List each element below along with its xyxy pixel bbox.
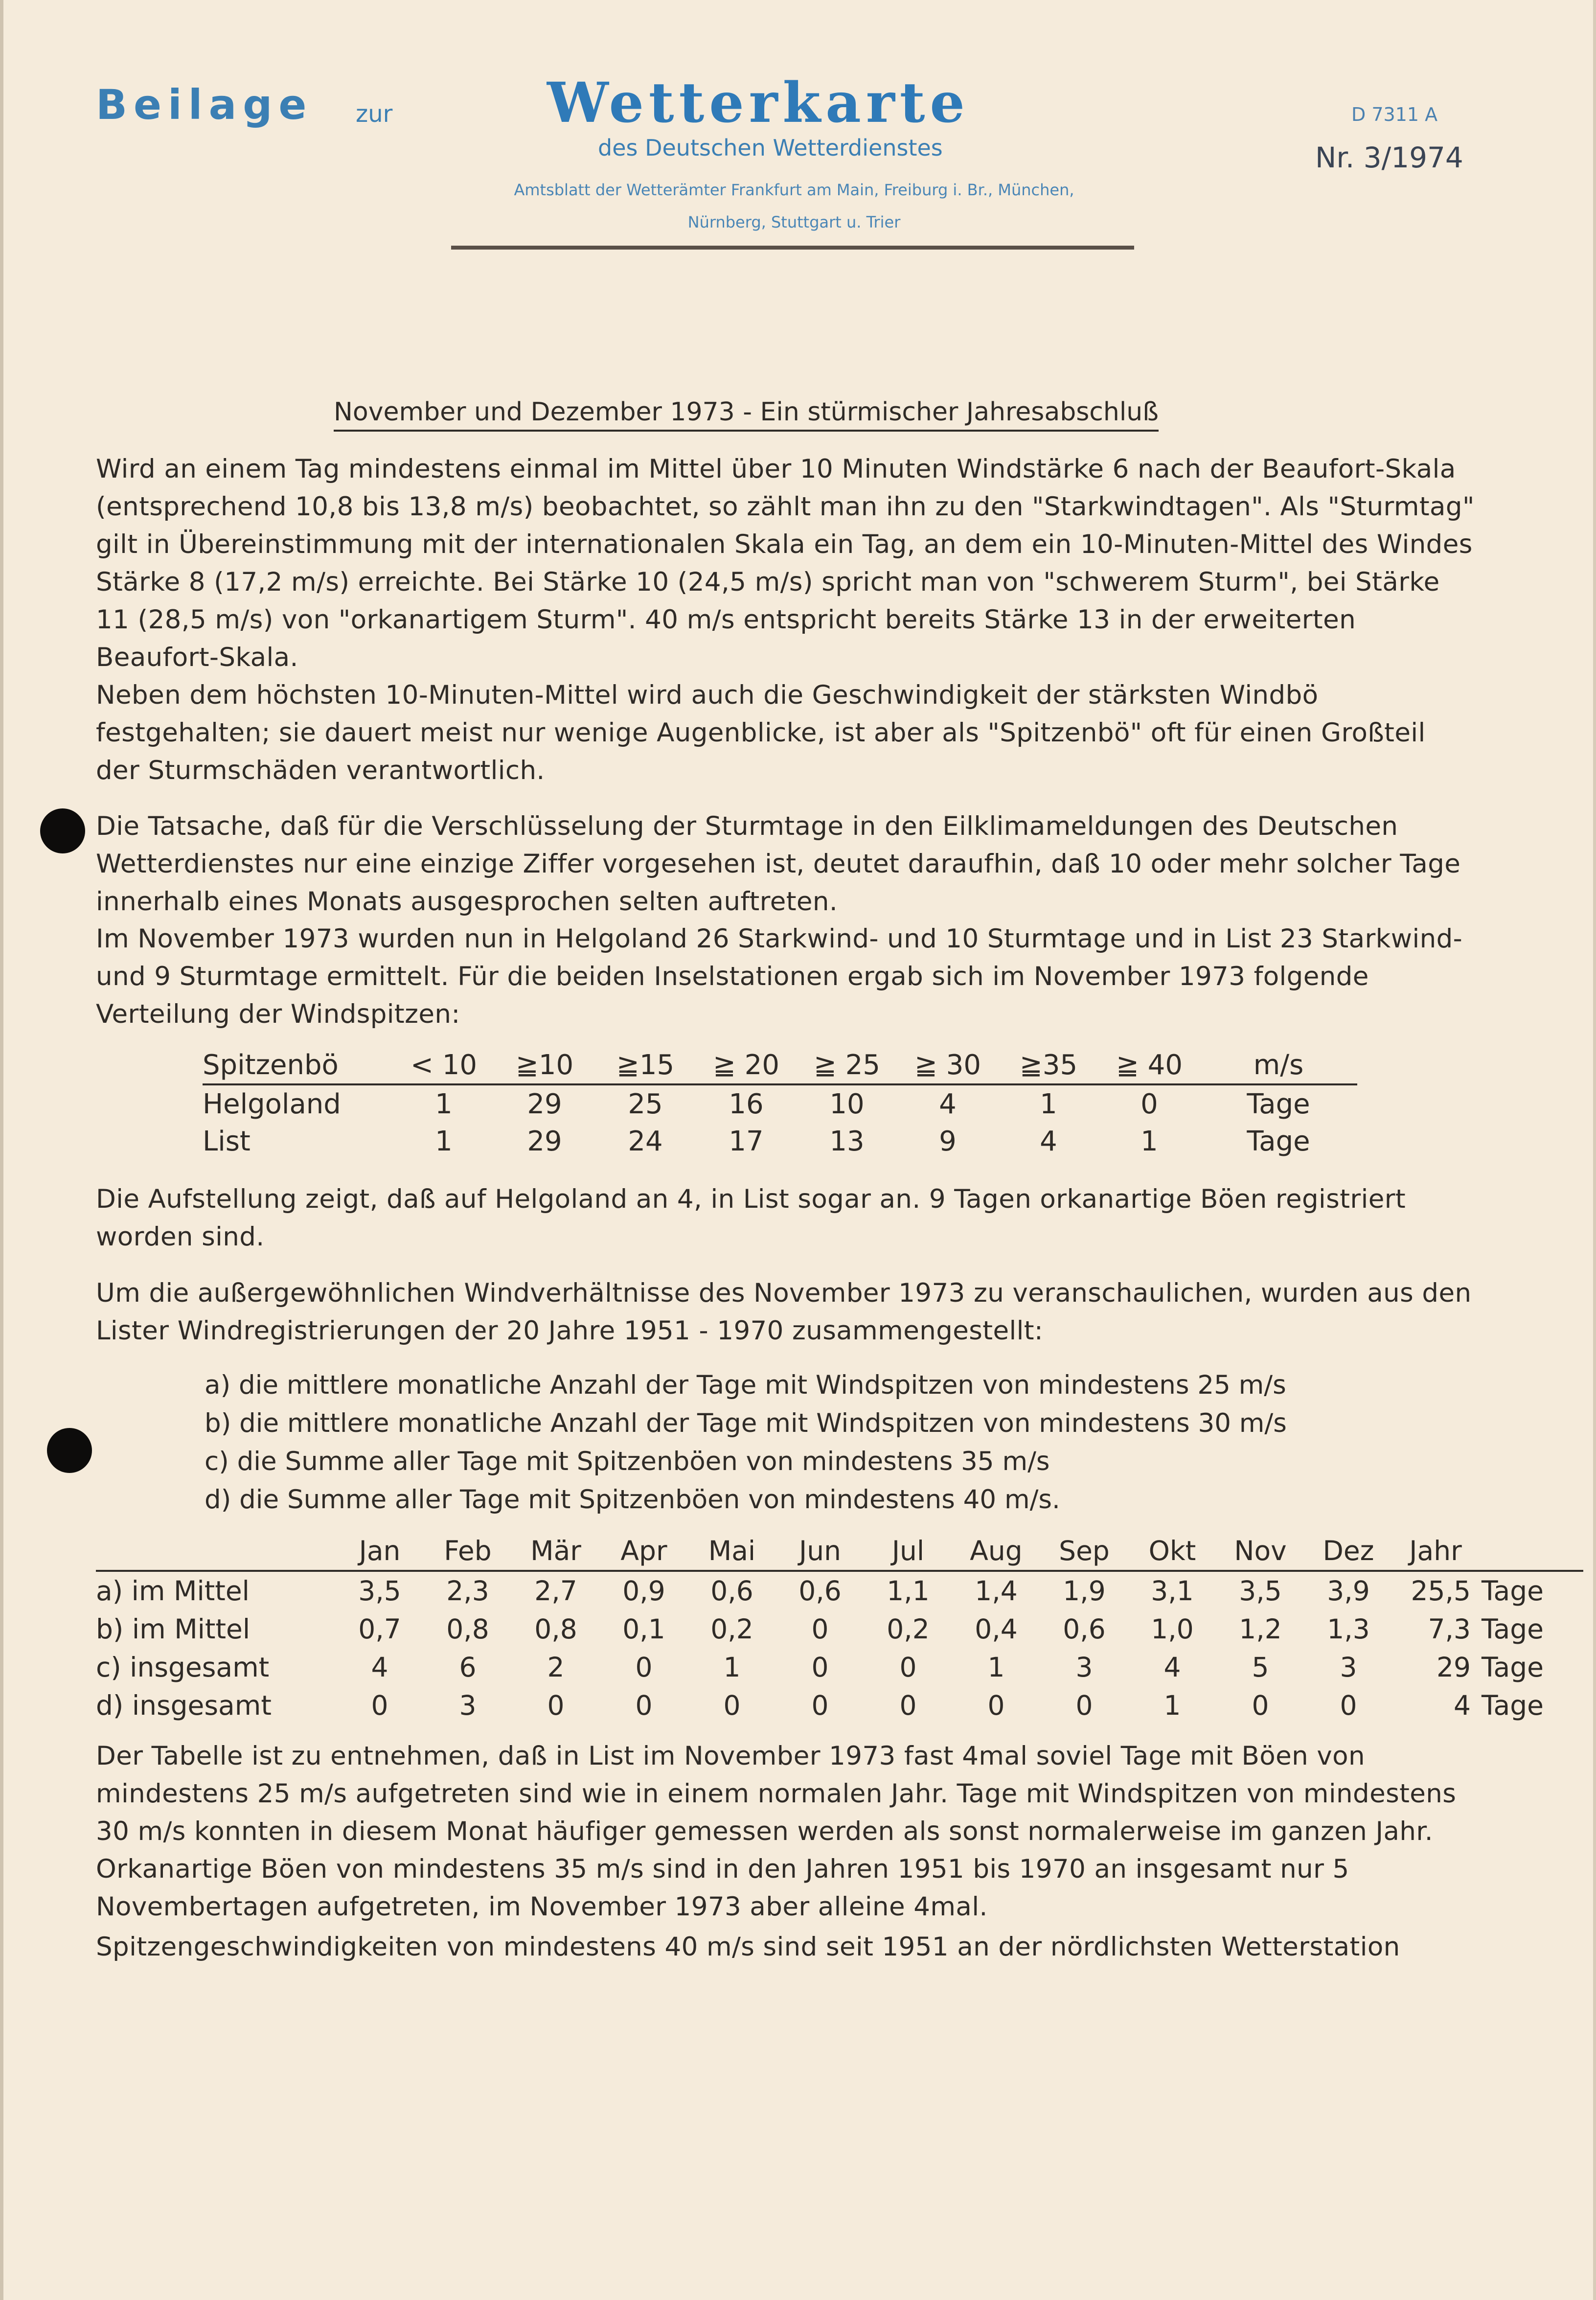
table-cell: 0: [1252, 1690, 1269, 1721]
table-cell: 0: [1140, 1088, 1158, 1120]
gust-header-cell: ≧10: [494, 1046, 595, 1084]
table-cell: 0: [987, 1690, 1005, 1721]
table-cell: 0: [811, 1652, 829, 1683]
paragraph-5: Die Aufstellung zeigt, daß auf Helgoland an 4, in List sogar an. 9 Tagen orkanartige Böen registriert worden sind.: [96, 1184, 1406, 1252]
table-cell: Tage: [1247, 1088, 1310, 1120]
table-cell: 1: [1140, 1125, 1158, 1157]
table-cell: 4: [1163, 1652, 1181, 1683]
gust-table-header: [203, 1046, 1357, 1084]
paragraph-2: Neben dem höchsten 10-Minuten-Mittel wird auch die Geschwindigkeit der stärksten Windbö festgehalten; sie dauert meist nur wenige Augenblicke, ist aber als "Spitzenbö" oft für einen Großteil der Sturmschäden verantwortlich.: [96, 680, 1426, 785]
gust-header-cell: ≧ 20: [696, 1046, 797, 1084]
gust-header-cell: ≧35: [998, 1046, 1099, 1084]
monthly-header-cell: Jul: [864, 1532, 952, 1571]
monthly-table: [96, 1532, 1583, 1725]
table-cell: 0,7: [358, 1613, 401, 1645]
masthead-title: Wetterkarte: [547, 71, 970, 135]
table-cell: Helgoland: [203, 1088, 341, 1120]
table-cell: 0,2: [710, 1613, 753, 1645]
table-cell: 0: [635, 1690, 653, 1721]
table-cell: 1,1: [887, 1575, 930, 1607]
list-item: d) die Summe aller Tage mit Spitzenböen von mindestens 40 m/s.: [205, 1485, 1060, 1515]
paragraph-4: Im November 1973 wurden nun in Helgoland 26 Starkwind- und 10 Sturmtage und in List 23 Starkwind- und 9 Sturmtage ermittelt. Für die beiden Inselstationen ergab sich im November 1973 folgende Verteilung der Windspitzen:: [96, 924, 1463, 1029]
beilage-label: Beilage: [96, 81, 313, 129]
gust-table: [203, 1046, 1357, 1160]
paragraph-8: Spitzengeschwindigkeiten von mindestens 40 m/s sind seit 1951 an der nördlichsten Wetterstation: [96, 1932, 1400, 1962]
table-cell: c) insgesamt: [96, 1652, 270, 1683]
punch-hole-top: [40, 808, 85, 853]
list-item: a) die mittlere monatliche Anzahl der Tage mit Windspitzen von mindestens 25 m/s: [205, 1370, 1286, 1400]
monthly-header-cell: Jan: [336, 1532, 424, 1571]
table-cell: 0,6: [1063, 1613, 1106, 1645]
issue-number: Nr. 3/1974: [1315, 141, 1463, 174]
zur-label: zur: [356, 100, 393, 128]
table-cell: 0,8: [534, 1613, 577, 1645]
gust-header-cell: ≧15: [595, 1046, 696, 1084]
amtsblatt-line-2: Nürnberg, Stuttgart u. Trier: [687, 213, 901, 231]
monthly-header-cell: Jahr: [1392, 1532, 1479, 1571]
list-item: c) die Summe aller Tage mit Spitzenböen von mindestens 35 m/s: [205, 1447, 1050, 1476]
table-cell: 0,9: [622, 1575, 665, 1607]
table-cell: 3,5: [1239, 1575, 1282, 1607]
table-cell: 3,1: [1151, 1575, 1194, 1607]
paragraph-7: Der Tabelle ist zu entnehmen, daß in List im November 1973 fast 4mal soviel Tage mit Böen von mindestens 25 m/s aufgetreten sind wie in einem normalen Jahr. Tage mit Windspitzen von mindestens 30 m/s konnten in diesem Monat häufiger gemessen werden als sonst normalerweise im ganzen Jahr. Orkanartige Böen von mindestens 35 m/s sind in den Jahren 1951 bis 1970 an insgesamt nur 5 Novembertagen aufgetreten, im November 1973 aber alleine 4mal.: [96, 1741, 1457, 1922]
table-cell: 7,3: [1428, 1613, 1471, 1645]
table-cell: 0: [371, 1690, 388, 1721]
monthly-header-cell: Sep: [1040, 1532, 1128, 1571]
table-cell: Tage: [1482, 1575, 1544, 1607]
table-cell: 4: [371, 1652, 388, 1683]
table-cell: 10: [829, 1088, 865, 1120]
table-cell: 0,4: [975, 1613, 1018, 1645]
article-headline: November und Dezember 1973 - Ein stürmischer Jahresabschluß: [334, 397, 1159, 432]
table-cell: 4: [939, 1088, 957, 1120]
table-cell: 0: [635, 1652, 653, 1683]
table-cell: 1,2: [1239, 1613, 1282, 1645]
table-cell: 29: [527, 1088, 562, 1120]
table-cell: 0: [811, 1613, 829, 1645]
monthly-header-cell: [1479, 1532, 1583, 1571]
amtsblatt-line-1: Amtsblatt der Wetterämter Frankfurt am Main, Freiburg i. Br., München,: [514, 181, 1074, 199]
gust-header-cell: ≧ 30: [897, 1046, 998, 1084]
table-cell: 1,4: [975, 1575, 1018, 1607]
table-cell: 16: [729, 1088, 764, 1120]
table-cell: 0,8: [446, 1613, 489, 1645]
paragraph-3: Die Tatsache, daß für die Verschlüsselung der Sturmtage in den Eilklimameldungen des Deutschen Wetterdienstes nur eine einzige Ziffer vorgesehen ist, deutet daraufhin, daß 10 oder mehr solcher Tage innerhalb eines Monats ausgesprochen selten auftreten.: [96, 811, 1461, 917]
gust-header-cell: ≧ 25: [797, 1046, 897, 1084]
table-cell: 1,0: [1151, 1613, 1194, 1645]
table-cell: 17: [729, 1125, 764, 1157]
table-cell: List: [203, 1125, 251, 1157]
gust-row-list: [203, 1123, 1357, 1160]
table-cell: d) insgesamt: [96, 1690, 272, 1721]
monthly-header-cell: Mai: [688, 1532, 776, 1571]
table-cell: Tage: [1247, 1125, 1310, 1157]
table-cell: Tage: [1482, 1652, 1544, 1683]
masthead-rule: [451, 246, 1134, 250]
table-cell: 0: [811, 1690, 829, 1721]
table-cell: 25,5: [1411, 1575, 1471, 1607]
monthly-row-c: [96, 1648, 1583, 1686]
paragraph-1: Wird an einem Tag mindestens einmal im Mittel über 10 Minuten Windstärke 6 nach der Beaufort-Skala (entsprechend 10,8 bis 13,8 m/s) beobachtet, so zählt man ihn zu den "Starkwindtagen". Als "Sturmtag" gilt in Übereinstimmung mit der internationalen Skala ein Tag, an dem ein 10-Minuten-Mittel des Windes Stärke 8 (17,2 m/s) erreichte. Bei Stärke 10 (24,5 m/s) spricht man von "schwerem Sturm", bei Stärke 11 (28,5 m/s) von "orkanartigem Sturm". 40 m/s entspricht bereits Stärke 13 in der erweiterten Beaufort-Skala.: [96, 454, 1475, 672]
gust-header-cell: < 10: [393, 1046, 494, 1084]
monthly-header-cell: Jun: [776, 1532, 864, 1571]
monthly-header-cell: Okt: [1128, 1532, 1216, 1571]
gust-header-cell: ≧ 40: [1099, 1046, 1200, 1084]
table-cell: 4: [1454, 1690, 1471, 1721]
table-cell: 4: [1040, 1125, 1057, 1157]
table-cell: Tage: [1482, 1690, 1544, 1721]
table-cell: 3: [1075, 1652, 1093, 1683]
table-cell: 3,5: [358, 1575, 401, 1607]
monthly-header-cell: Apr: [600, 1532, 688, 1571]
table-cell: 9: [939, 1125, 957, 1157]
table-cell: 1,3: [1327, 1613, 1370, 1645]
table-cell: 29: [527, 1125, 562, 1157]
table-cell: 0,6: [710, 1575, 753, 1607]
table-cell: 1: [1040, 1088, 1057, 1120]
table-cell: 0: [899, 1690, 917, 1721]
table-cell: b) im Mittel: [96, 1613, 251, 1645]
gust-header-cell: m/s: [1200, 1046, 1357, 1084]
table-cell: 2,7: [534, 1575, 577, 1607]
gust-header-cell: Spitzenbö: [203, 1046, 393, 1084]
monthly-header-cell: Nov: [1216, 1532, 1304, 1571]
table-cell: 0,1: [622, 1613, 665, 1645]
monthly-header-cell: Mär: [512, 1532, 600, 1571]
table-cell: 2,3: [446, 1575, 489, 1607]
monthly-row-b: [96, 1610, 1583, 1648]
table-cell: 1: [1163, 1690, 1181, 1721]
table-cell: 0,6: [798, 1575, 842, 1607]
list-item: b) die mittlere monatliche Anzahl der Tage mit Windspitzen von mindestens 30 m/s: [205, 1408, 1287, 1438]
monthly-header-cell: [96, 1532, 336, 1571]
table-cell: 0: [547, 1690, 565, 1721]
table-cell: 0: [1075, 1690, 1093, 1721]
table-cell: 1: [987, 1652, 1005, 1683]
table-cell: 29: [1436, 1652, 1471, 1683]
gust-row-helgoland: [203, 1084, 1357, 1123]
table-cell: 1: [435, 1088, 453, 1120]
table-cell: 13: [829, 1125, 865, 1157]
punch-hole-bottom: [47, 1428, 92, 1473]
table-cell: 3: [1340, 1652, 1357, 1683]
table-cell: 24: [628, 1125, 663, 1157]
criteria-list: [205, 1366, 1477, 1519]
table-cell: 0: [899, 1652, 917, 1683]
document-code: D 7311 A: [1351, 104, 1438, 125]
table-cell: 3,9: [1327, 1575, 1370, 1607]
table-cell: 0: [1340, 1690, 1357, 1721]
monthly-header-cell: Feb: [424, 1532, 512, 1571]
table-cell: 0,2: [887, 1613, 930, 1645]
table-cell: a) im Mittel: [96, 1575, 250, 1607]
table-cell: 6: [459, 1652, 477, 1683]
table-cell: 5: [1252, 1652, 1269, 1683]
table-cell: 1,9: [1063, 1575, 1106, 1607]
table-cell: 1: [435, 1125, 453, 1157]
table-cell: 25: [628, 1088, 663, 1120]
paragraph-6: Um die außergewöhnlichen Windverhältnisse des November 1973 zu veranschaulichen, wurden aus den Lister Windregistrierungen der 20 Jahre 1951 - 1970 zusammengestellt:: [96, 1278, 1472, 1346]
masthead-subtitle: des Deutschen Wetterdienstes: [598, 135, 943, 161]
table-cell: 3: [459, 1690, 477, 1721]
table-cell: 0: [723, 1690, 741, 1721]
table-cell: 2: [547, 1652, 565, 1683]
monthly-row-d: [96, 1686, 1583, 1725]
monthly-row-a: [96, 1571, 1583, 1610]
monthly-header-cell: Dez: [1304, 1532, 1392, 1571]
table-cell: Tage: [1482, 1613, 1544, 1645]
table-cell: 1: [723, 1652, 741, 1683]
monthly-table-header: [96, 1532, 1583, 1571]
monthly-header-cell: Aug: [952, 1532, 1040, 1571]
amtsblatt-text: [454, 174, 1134, 238]
